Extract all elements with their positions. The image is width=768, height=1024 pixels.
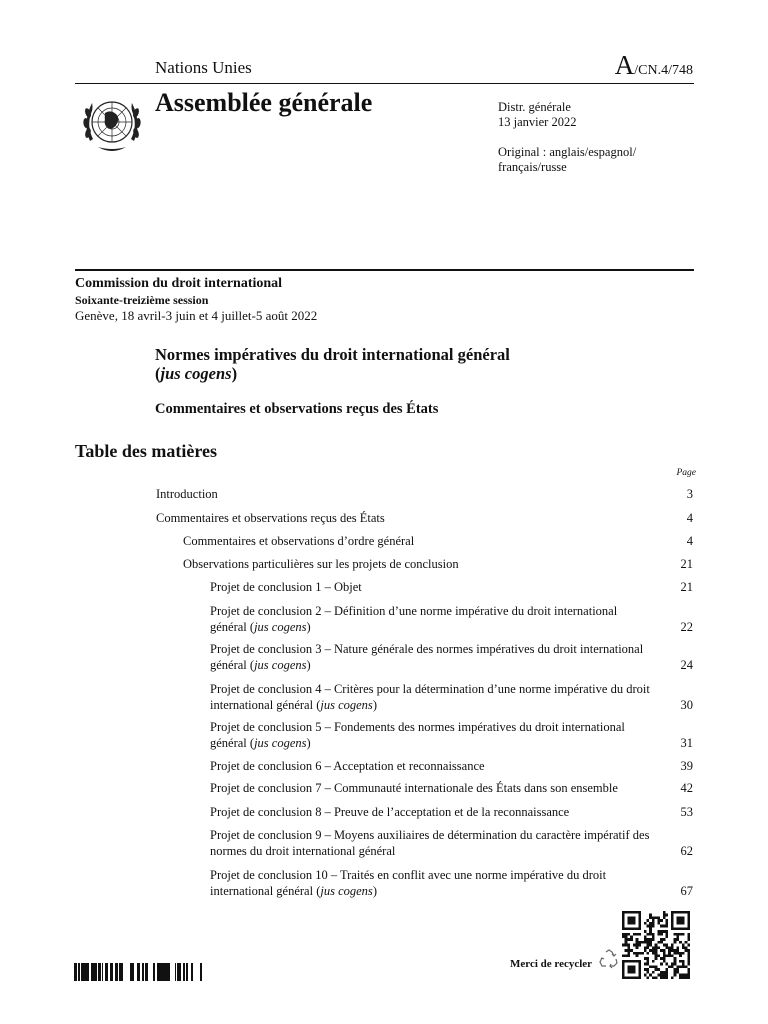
toc-entry-text: Observations particulières sur les projets de conclusion [183, 557, 459, 571]
toc-entry-title [210, 758, 693, 774]
paren-close: ) [231, 364, 238, 383]
session-name: Soixante-treizième session [75, 293, 209, 307]
toc-entry-text: Commentaires et observations d’ordre général [183, 534, 415, 548]
body-name: Assemblée générale [155, 88, 373, 117]
toc-entry-title [210, 579, 693, 595]
toc-entry[interactable] [210, 579, 693, 595]
toc-entry-italic: jus cogens [254, 658, 307, 672]
toc-entry-title [210, 867, 693, 899]
header-rule [75, 83, 694, 84]
document-title [155, 345, 675, 383]
toc-entry[interactable] [156, 510, 693, 526]
commission-name: Commission du droit international [75, 276, 283, 291]
toc-entry-page: 22 [680, 620, 693, 634]
document-symbol [615, 50, 693, 81]
toc-entry-page: 21 [680, 580, 693, 594]
document-title-line-2 [155, 364, 675, 383]
toc-entry-text: Projet de conclusion 10 – Traités en conflit avec une norme impérative du droit international général ( [210, 868, 607, 898]
toc-entry-text: Projet de conclusion 7 – Communauté internationale des États dans son ensemble [210, 781, 618, 795]
document-symbol-letter: A [614, 50, 635, 80]
toc-heading: Table des matières [75, 441, 217, 461]
toc-entry-text-end: ) [372, 884, 377, 898]
document-symbol-number: /CN.4/748 [634, 63, 693, 78]
barcode-icon [74, 963, 202, 981]
toc-entry-text: Projet de conclusion 3 – Nature générale des normes impératives du droit international général ( [210, 642, 644, 672]
issue-date: 13 janvier 2022 [498, 115, 577, 129]
document-title-line-1: Normes impératives du droit international général [155, 345, 510, 364]
toc-entry-title [210, 681, 693, 713]
un-emblem-icon [78, 91, 146, 159]
toc-entry-italic: jus cogens [254, 736, 307, 750]
toc-entry-page: 4 [686, 534, 693, 548]
paren-open: ( [155, 364, 161, 383]
toc-entry-text: Projet de conclusion 9 – Moyens auxiliaires de détermination du caractère impératif des normes du droit international général [210, 828, 650, 858]
toc-entry[interactable] [210, 603, 693, 635]
toc-entry[interactable] [210, 681, 693, 713]
recycle-icon [598, 948, 620, 970]
toc-entry-text: Projet de conclusion 2 – Définition d’une norme impérative du droit international général ( [210, 604, 618, 634]
toc-entry-title [183, 556, 693, 572]
toc-entry-text-end: ) [306, 620, 311, 634]
toc-entry[interactable] [183, 556, 693, 572]
toc-entry[interactable] [210, 780, 693, 796]
toc-entry-text: Introduction [156, 487, 218, 501]
recycle-text: Merci de recycler [510, 958, 593, 970]
toc-entry-page: 42 [680, 781, 693, 795]
original-language-line-2: français/russe [498, 160, 567, 174]
toc-entry-page: 21 [680, 557, 693, 571]
toc-entry-page: 4 [686, 511, 693, 525]
toc-entry-italic: jus cogens [320, 884, 373, 898]
toc-entry-page: 24 [680, 658, 693, 672]
toc-entry[interactable] [210, 641, 693, 673]
toc-entry-italic: jus cogens [320, 698, 373, 712]
toc-entry-page: 39 [680, 759, 693, 773]
toc-entry-page: 67 [680, 884, 693, 898]
toc-entry-text: Projet de conclusion 6 – Acceptation et reconnaissance [210, 759, 485, 773]
toc-entry-page: 53 [680, 805, 693, 819]
toc-entry-page: 62 [680, 844, 693, 858]
toc-entry-text: Projet de conclusion 8 – Preuve de l’acceptation et de la reconnaissance [210, 805, 570, 819]
toc-entry-text: Projet de conclusion 5 – Fondements des normes impératives du droit international général ( [210, 720, 625, 750]
document-subtitle: Commentaires et observations reçus des États [155, 401, 439, 417]
toc-page-label: Page [676, 468, 696, 478]
toc-entry-page: 30 [680, 698, 693, 712]
toc-entry[interactable] [210, 867, 693, 899]
original-language-line-1: Original : anglais/espagnol/ [498, 145, 637, 159]
section-rule [75, 269, 694, 271]
toc-entry-title [210, 804, 693, 820]
toc-entry-title [210, 641, 693, 673]
toc-entry-page: 3 [686, 487, 693, 501]
distribution-block [498, 100, 576, 130]
toc-entry-page: 31 [680, 736, 693, 750]
organization-name: Nations Unies [155, 58, 252, 77]
toc-entry-title [210, 780, 693, 796]
original-language [498, 145, 678, 175]
toc-entry[interactable] [156, 486, 693, 502]
distribution-label: Distr. générale [498, 100, 571, 114]
meeting-place-dates: Genève, 18 avril-3 juin et 4 juillet-5 août 2022 [75, 308, 318, 323]
toc-entry-text: Projet de conclusion 4 – Critères pour la détermination d’une norme impérative du droit international général ( [210, 682, 650, 712]
toc-entry-text: Commentaires et observations reçus des États [156, 511, 385, 525]
toc-entry-title [156, 510, 693, 526]
toc-entry-title [210, 719, 693, 751]
toc-entry[interactable] [210, 804, 693, 820]
toc-entry-italic: jus cogens [254, 620, 307, 634]
toc-entry[interactable] [210, 719, 693, 751]
toc-entry-title [210, 827, 693, 859]
toc-entry-title [210, 603, 693, 635]
toc-entry-text-end: ) [306, 658, 311, 672]
qr-code-icon [622, 911, 690, 979]
jus-cogens-term: jus cogens [160, 364, 232, 383]
toc-entry-title [156, 486, 693, 502]
toc-entry[interactable] [183, 533, 693, 549]
toc-entry-text-end: ) [372, 698, 377, 712]
toc-entry-text: Projet de conclusion 1 – Objet [210, 580, 362, 594]
toc-entry[interactable] [210, 827, 693, 859]
toc-entry-title [183, 533, 693, 549]
toc-entry[interactable] [210, 758, 693, 774]
toc-entry-text-end: ) [306, 736, 311, 750]
